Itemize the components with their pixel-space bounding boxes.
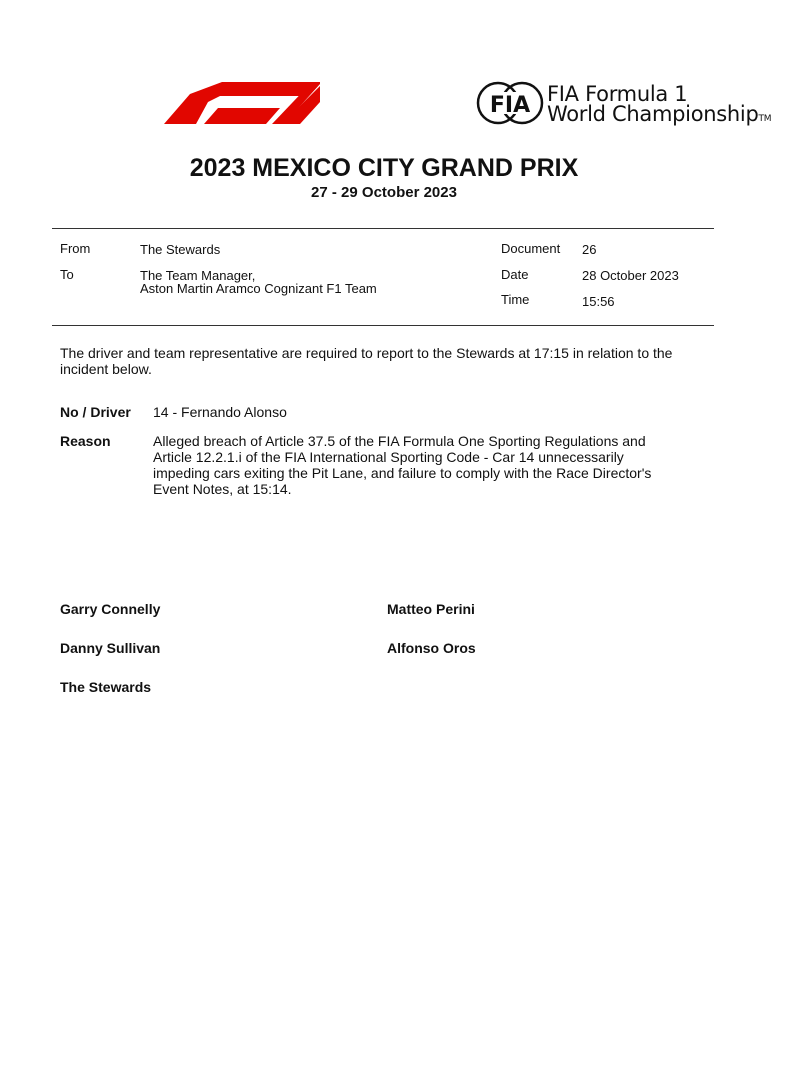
driver-label: No / Driver	[60, 404, 131, 420]
date-label: Date	[501, 267, 529, 282]
brand-line-2	[547, 104, 787, 129]
time-label: Time	[501, 292, 530, 307]
stewards-signoff: The Stewards	[60, 679, 152, 695]
to-value-line-2: Aston Martin Aramco Cognizant F1 Team	[140, 281, 377, 296]
document-label: Document	[501, 241, 561, 256]
championship-wordmark	[547, 84, 787, 129]
time-value: 15:56	[582, 294, 615, 309]
event-title: 2023 MEXICO CITY GRAND PRIX	[189, 154, 579, 182]
top-divider	[52, 228, 714, 229]
f1-logo	[160, 80, 320, 126]
header-logos	[160, 80, 772, 130]
reason-value: Alleged breach of Article 37.5 of the FIA Formula One Sporting Regulations and Article 12.2.1.i of the FIA International Sporting Code - Car 14 unnecessarily impeding cars exiting the Pit Lane, and failure to comply with the Race Director's Event Notes, at 15:14.	[153, 433, 652, 497]
driver-value: 14 - Fernando Alonso	[153, 404, 287, 420]
from-label: From	[60, 241, 91, 256]
steward-name: Matteo Perini	[387, 601, 475, 617]
steward-name: Alfonso Oros	[387, 640, 476, 656]
date-value: 28 October 2023	[582, 268, 679, 283]
summons-intro: The driver and team representative are required to report to the Stewards at 17:15 in relation to the incident below.	[60, 345, 673, 377]
to-value-line-1: The Team Manager,	[140, 268, 256, 283]
brand-line-1: FIA Formula 1	[547, 82, 688, 106]
fia-logo-icon	[476, 80, 544, 126]
trademark-mark: TM	[758, 114, 772, 124]
from-value: The Stewards	[140, 242, 221, 257]
event-dates: 27 - 29 October 2023	[311, 184, 457, 201]
meta-divider	[52, 325, 714, 326]
to-label: To	[60, 267, 74, 282]
steward-name: Danny Sullivan	[60, 640, 161, 656]
steward-name: Garry Connelly	[60, 601, 161, 617]
reason-label: Reason	[60, 433, 111, 449]
brand-line-2-text: World Championship	[547, 102, 759, 126]
fia-logo-text: FIA	[489, 93, 531, 118]
document-value: 26	[582, 242, 597, 257]
